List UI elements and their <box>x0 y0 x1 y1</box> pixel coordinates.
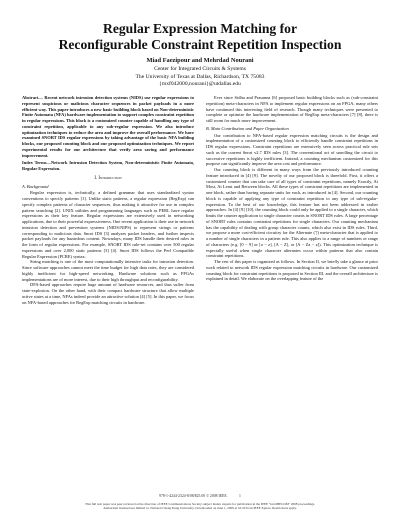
paragraph: Our counting block is different in many ways from the previously introduced counting feature introduced in [4] [9]. The novelty of our proposed block is threefold. First, it offers a customized counter that can take care of all types of constraint repetitions, namely Exactly, At Most, At Least and Between blocks. All these types of constraint repetitions are implemented in one block, rather than having separate units for each, as introduced in [4]. Second, our counting block is capable of applying any type of constraint repetition to any type of sub-regular-expression. To the best of our knowledge, this feature has not been addressed in earlier approaches. In [4] [9] [10], the counting block could only be applied to a single character, which limits the counter application to single character counts in SNORT IDS rules. A large percentage of SNORT rules contains constraint repetitions for single characters. Our counting mechanism has the capability of dealing with group character counts, which also exist in IDS rules. Third, we propose a more cost-efficient circuitry for the Alternate ('|') meta-character that is applied to a number of single characters in a pattern rule. This also applies to a range of numbers or range of characters (e.g. [0 − 9] or [a − z], [A − Z], or [A − Za − z]). This optimization technique is especially useful when single character alternates occur within patterns that also contain constraint repetitions. <box>206 167 378 259</box>
abstract: Abstract— Recent network intrusion detection systems (NIDS) use regular expressions to represent suspicious or malicious character sequences in packet payloads in a more efficient way. This paper introduces a new basic building block based on Non-deterministic Finite Automata (NFA) hardware implementation to support complex constraint repetition in regular expressions. This block is a customized counter capable of handling any type of constraint repetition, applicable to any sub-regular expression. We also introduce optimization techniques to reduce the area and improve the overall performance. We have examined SNORT IDS regular expressions by taking advantage of the basic NFA building blocks, our proposed counting block and our proposed optimization techniques. We report experimental results for our architecture that verify area saving and performance improvement. <box>22 95 194 158</box>
paragraph: String matching is one of the most computationally intensive tasks for intrusion detection. Since software approaches cannot meet the time budget for high data rates, they are considered highly inefficient for high-speed networking. Hardware solutions such as FPGAs implementations are of more interest, due to their high throughput and reconfigurability. <box>22 259 194 282</box>
paper-title-line2: Reconfigurable Constraint Repetition Inspection <box>58 37 342 52</box>
left-column <box>22 95 194 305</box>
author-emails: {mxf042000,nourani}@utdallas.edu <box>159 81 241 87</box>
footer-isbn <box>0 494 400 498</box>
authors: Miad Faezipour and Mehrdad Nourani <box>146 57 254 64</box>
subsection-heading-background: A. Background <box>22 183 49 189</box>
paragraph: Ever since Sidhu and Prasanna [6] proposed basic building blocks such as (sub-constraint repetition) meta-characters in NFA to implement regular expressions on an FPGA, many others have continued this interesting field of research. Though many techniques were presented to complete or optimize the hardware implementation of RegExp meta-characters [7] [8], there is still room for much more improvement. <box>206 95 378 123</box>
footer-license-note: Authorized licensed use limited to: National Cheng Kung University. Downloaded on June 1, 2009 at 10:20 from IEEE Xplore. Restrictions apply. <box>103 506 297 510</box>
subsection-heading-contribution: B. Main Contribution and Paper Organization <box>206 125 289 131</box>
paragraph: Regular expression is, technically, a defined grammar that uses standardized syntax conventions to specify patterns [1]. Unlike static patterns, a regular expression (RegExp) can specify complex patterns of character sequences, thus making it attractive for use in complex pattern searching [2]. UNIX utilities and programming languages such as PERL have regular expressions as their key feature. Regular expressions are extensively used in networking applications, due to their powerful expressiveness. One recent application is their use in network intrusion detection and prevention systems (NIDS/NIPS) to represent strings or patterns corresponding to malicious data. Snort IDS [3] analyzes packet headers, and further inspects packet payloads for any hazardous content. Nowadays, many IDS handle their desired rules in the form of regular expressions. For example, SNORT IDS rule-set contains over 500 regular expressions and over 2,000 static patterns [3] [4]. Snort IDS follows the Perl Compatible Regular Expression (PCRE) syntax. <box>22 190 194 259</box>
paragraph: The rest of this paper is organized as follows. In Section II, we briefly take a glance at prior work related to network IDS regular expression matching circuits in hardware. Our customized counting block for constraint repetitions is proposed in Section III, and the overall architecture is explained in detail. We elaborate on the overlapping feature of the <box>206 259 378 282</box>
paragraph: Our contribution to NFA-based regular expression matching circuits is the design and implementation of a customized counting block to efficiently handle constraint repetitions in IDS regular expressions. Constraint repetitions are extensively seen across practical rule sets such as the current Snort v2.7 IDS rules [3]. The conventional act of unrolling the circuit to successive repetitions is highly inefficient. Instead, a counting mechanism customized for this purpose can significantly improve the area cost and performance. <box>206 132 378 167</box>
section-heading-introduction: I. Introduction <box>94 175 122 181</box>
footer-review-note: This full text paper was peer reviewed at the direction of IEEE Communications Society subject matter experts for publication in the IEEE "GLOBECOM" 2008 proceedings. <box>84 502 316 506</box>
page-number: 1 <box>239 494 241 498</box>
index-terms: Index Terms—Network Intrusion Detection System, Non-deterministic Finite Automata, Regular Expression. <box>22 160 194 171</box>
right-column <box>206 95 378 282</box>
paper-title-line1: Regular Expression Matching for <box>103 21 297 36</box>
affiliation-line2: The University of Texas at Dallas, Richardson, TX 75083 <box>135 73 265 80</box>
affiliation-line1: Center for Integrated Circuits & Systems <box>154 66 246 72</box>
paragraph: DFA-based approaches require huge amount of hardware resources, and thus suffer from state-explosion. On the other hand, with their compact hardware structure that allow multiple active states at a time, NFAs indeed provide an attractive solution [4] [5]. In this paper, we focus on NFA-based approaches for RegExp matching circuits in hardware. <box>22 282 194 305</box>
isbn: 978-1-4244-2324-8/08/$25.00 © 2008 IEEE. <box>159 494 228 498</box>
